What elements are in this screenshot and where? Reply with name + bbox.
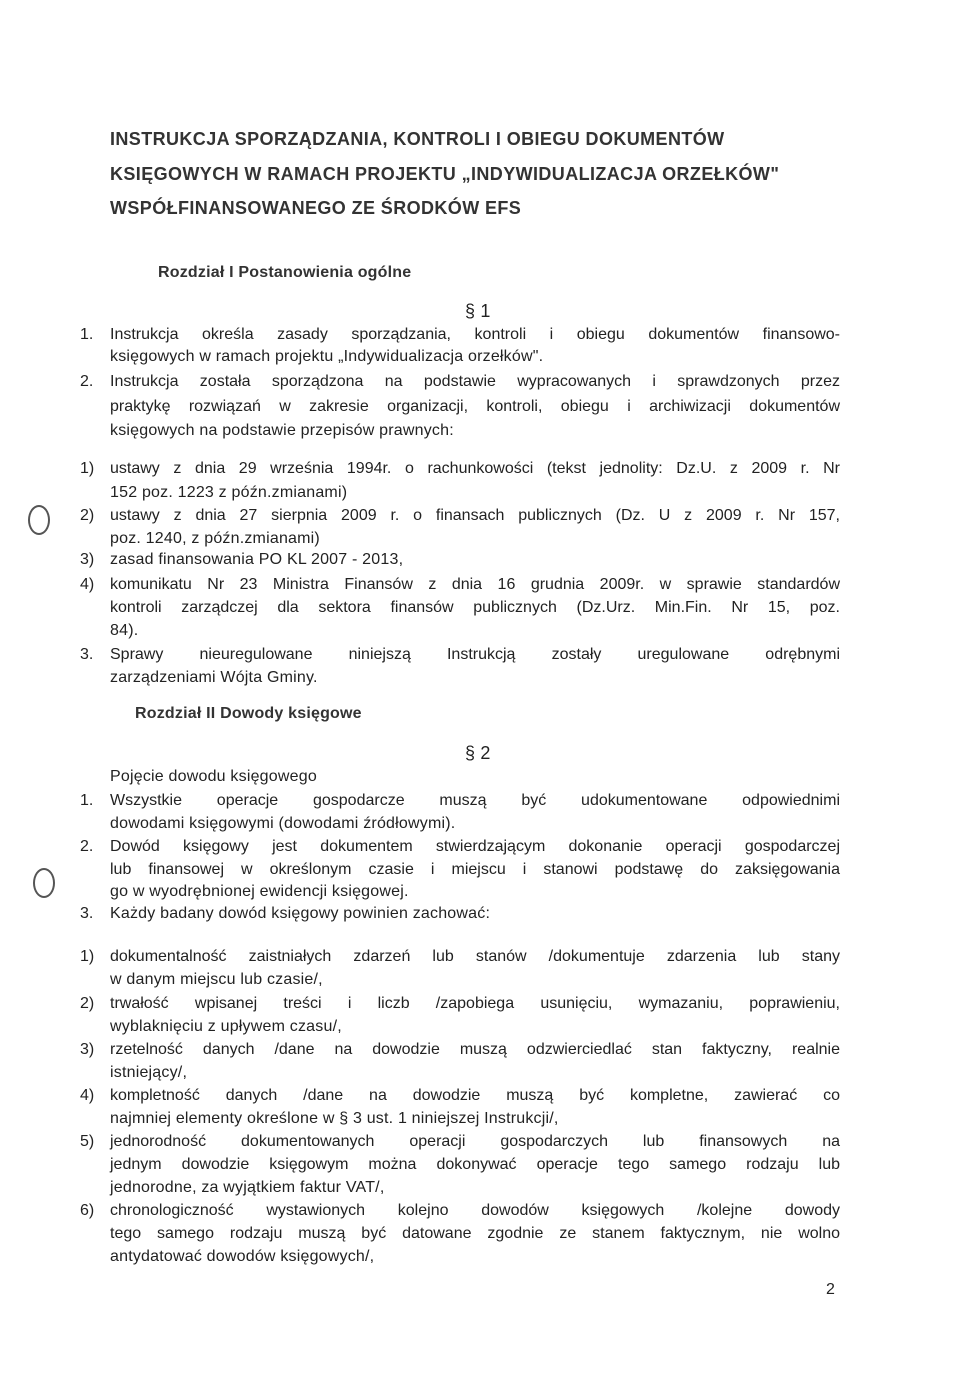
item-line: zarządzeniami Wójta Gminy. [110, 669, 318, 686]
law-number: 1) [80, 460, 95, 477]
feature-number: 3) [80, 1041, 95, 1058]
item-line: księgowych w ramach projektu „Indywidualizacja orzełków". [110, 348, 544, 365]
paragraph-2-symbol: § 2 [465, 743, 491, 763]
law-line: 152 poz. 1223 z późn.zmianami) [110, 484, 348, 501]
feature-line: jednym dowodzie księgowym można dokonywać operacje tego samego rodzaju lub [110, 1156, 840, 1173]
item-number: 2. [80, 373, 94, 390]
item-line: Sprawy nieuregulowane niniejszą Instrukcją zostały uregulowane odrębnymi [110, 646, 840, 663]
feature-number: 5) [80, 1133, 95, 1150]
law-line: ustawy z dnia 27 sierpnia 2009 r. o finansach publicznych (Dz. U z 2009 r. Nr 157, [110, 507, 840, 524]
law-line: poz. 1240, z późn.zmianami) [110, 530, 320, 547]
law-number: 3) [80, 551, 95, 568]
section-subheading: Pojęcie dowodu księgowego [110, 768, 317, 785]
paragraph-1-symbol: § 1 [465, 301, 491, 321]
law-number: 2) [80, 507, 95, 524]
law-line: 84). [110, 622, 139, 639]
chapter-2-heading: Rozdział II Dowody księgowe [135, 705, 362, 722]
punch-hole-bottom [33, 868, 55, 898]
item-line: księgowych na podstawie przepisów prawnych: [110, 422, 454, 439]
item-number: 1. [80, 792, 94, 809]
document-title-line-3: WSPÓŁFINANSOWANEGO ZE ŚRODKÓW EFS [110, 198, 522, 218]
item-line: Instrukcja została sporządzona na podstawie wypracowanych i sprawdzonych przez [110, 373, 840, 390]
feature-line: chronologiczność wystawionych kolejno dowodów księgowych /kolejne dowody [110, 1202, 840, 1219]
feature-line: trwałość wpisanej treści i liczb /zapobiega usunięciu, wymazaniu, poprawieniu, [110, 995, 840, 1012]
item-number: 3. [80, 905, 94, 922]
feature-line: antydatować dowodów księgowych/, [110, 1248, 375, 1265]
feature-number: 6) [80, 1202, 95, 1219]
feature-line: najmniej elementy określone w § 3 ust. 1 niniejszej Instrukcji/, [110, 1110, 559, 1127]
item-line: Instrukcja określa zasady sporządzania, kontroli i obiegu dokumentów finansowo- [110, 326, 840, 343]
item-number: 1. [80, 326, 94, 343]
item-number: 3. [80, 646, 94, 663]
feature-line: rzetelność danych /dane na dowodzie muszą odzwierciedlać stan faktyczny, realnie [110, 1041, 840, 1058]
feature-number: 2) [80, 995, 95, 1012]
feature-line: jednorodność dokumentowanych operacji gospodarczych lub finansowych na [110, 1133, 840, 1150]
item-line: praktykę rozwiązań w zakresie organizacji, kontroli, obiegu i archiwizacji dokumentów [110, 398, 840, 415]
chapter-1-heading: Rozdział I Postanowienia ogólne [158, 264, 412, 281]
feature-number: 1) [80, 948, 95, 965]
page-number: 2 [826, 1281, 835, 1298]
feature-line: dokumentalność zaistniałych zdarzeń lub stanów /dokumentuje zdarzenia lub stany [110, 948, 840, 965]
feature-line: w danym miejscu lub czasie/, [110, 971, 323, 988]
item-number: 2. [80, 838, 94, 855]
feature-line: wyblaknięciu z upływem czasu/, [110, 1018, 342, 1035]
punch-hole-top [28, 505, 50, 535]
law-line: kontroli zarządczej dla sektora finansów publicznych (Dz.Urz. Min.Fin. Nr 15, poz. [110, 599, 840, 616]
feature-line: tego samego rodzaju muszą być datowane zgodnie ze stanem faktycznym, nie wolno [110, 1225, 840, 1242]
item-line: lub finansowej w określonym czasie i miejscu i stanowi podstawę do zaksięgowania [110, 861, 840, 878]
law-line: zasad finansowania PO KL 2007 - 2013, [110, 551, 404, 568]
feature-number: 4) [80, 1087, 95, 1104]
law-line: komunikatu Nr 23 Ministra Finansów z dnia 16 grudnia 2009r. w sprawie standardów [110, 576, 840, 593]
law-line: ustawy z dnia 29 września 1994r. o rachunkowości (tekst jednolity: Dz.U. z 2009 r. Nr [110, 460, 840, 477]
feature-line: jednorodne, za wyjątkiem faktur VAT/, [110, 1179, 385, 1196]
document-title-line-2: KSIĘGOWYCH W RAMACH PROJEKTU „INDYWIDUALIZACJA ORZEŁKÓW" [110, 164, 780, 184]
law-number: 4) [80, 576, 95, 593]
document-title-line-1: INSTRUKCJA SPORZĄDZANIA, KONTROLI I OBIEGU DOKUMENTÓW [110, 129, 725, 149]
feature-line: kompletność danych /dane na dowodzie muszą być kompletne, zawierać co [110, 1087, 840, 1104]
item-line: dowodami księgowymi (dowodami źródłowymi). [110, 815, 456, 832]
item-line: go w wyodrębnionej ewidencji księgowej. [110, 883, 409, 900]
item-line: Każdy badany dowód księgowy powinien zachować: [110, 905, 491, 922]
item-line: Wszystkie operacje gospodarcze muszą być udokumentowane odpowiednimi [110, 792, 840, 809]
feature-line: istniejący/, [110, 1064, 188, 1081]
item-line: Dowód księgowy jest dokumentem stwierdzającym dokonanie operacji gospodarczej [110, 838, 840, 855]
